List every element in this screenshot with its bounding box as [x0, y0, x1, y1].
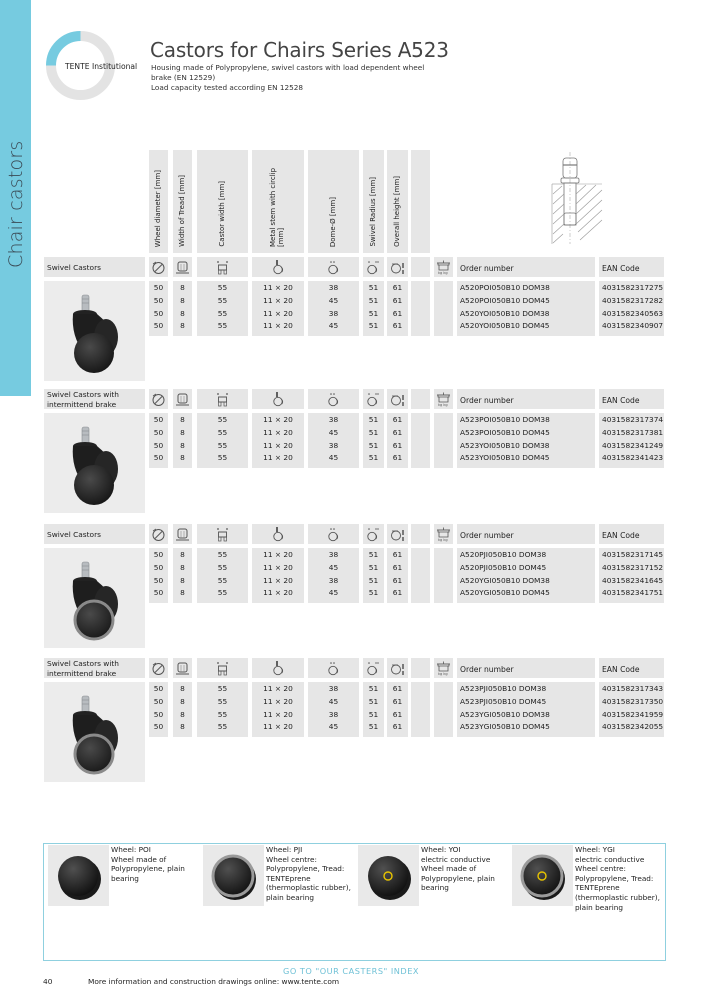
dome-value: 45	[328, 321, 339, 331]
column-header-label: Castor width [mm]	[218, 181, 226, 247]
tread-width-icon	[173, 524, 192, 544]
tread-width-value: 8	[180, 415, 185, 424]
swivel-radius-value: 51	[368, 550, 379, 559]
page-description	[151, 63, 441, 92]
dome-value: 38	[328, 684, 339, 693]
tread-width-value: 8	[180, 722, 185, 732]
castor-product-image	[44, 548, 145, 648]
metal-stem-value: 11 × 20	[263, 283, 293, 292]
dome-value: 45	[328, 295, 339, 305]
order-number-value[interactable]: A523POI050B10 DOM38	[460, 415, 550, 424]
column-header-blank	[411, 150, 430, 253]
tread-width-value: 8	[180, 308, 185, 318]
page-title: Castors for Chairs Series A523	[150, 38, 449, 62]
load-column	[434, 548, 453, 603]
wheel-diameter-value: 50	[153, 722, 164, 732]
tread-width-value: 8	[180, 295, 185, 305]
svg-text:kg kg: kg kg	[438, 537, 448, 542]
ean-code-value: 4031582317350	[602, 696, 664, 706]
load-capacity-icon	[434, 524, 453, 544]
castor-width-icon	[197, 389, 248, 409]
tread-width-icon	[173, 257, 192, 277]
swivel-radius-value: 51	[368, 696, 379, 706]
castor-width-value: 55	[217, 453, 228, 463]
wheel-diameter-icon	[149, 257, 168, 277]
ean-code-value: 4031582340907	[602, 321, 664, 331]
wheel-description	[111, 845, 196, 883]
order-number-value[interactable]: A523YGI050B10 DOM38	[460, 709, 550, 719]
castor-width-value: 55	[217, 722, 228, 732]
blank-column	[411, 281, 430, 336]
order-number-header-label: Order number	[460, 531, 514, 540]
metal-stem-value: 11 × 20	[263, 722, 293, 732]
metal-stem-value: 11 × 20	[263, 550, 293, 559]
column-header-label: Dome-Ø [mm]	[329, 196, 337, 247]
overall-height-value: 61	[392, 427, 403, 437]
metal-stem-value: 11 × 20	[263, 321, 293, 331]
dome-value: 38	[328, 550, 339, 559]
tread-width-icon	[173, 389, 192, 409]
wheel-diameter-value: 50	[153, 575, 164, 585]
tread-width-value: 8	[180, 440, 185, 450]
metal-stem-icon	[252, 658, 304, 678]
tread-width-value: 8	[180, 427, 185, 437]
overall-height-value: 61	[392, 415, 403, 424]
order-number-header-label: Order number	[460, 396, 514, 405]
tread-width-icon	[173, 658, 192, 678]
block-label	[47, 390, 125, 409]
column-header-metal-stem	[252, 150, 304, 253]
order-number-value[interactable]: A523POI050B10 DOM45	[460, 427, 550, 437]
wheel-diameter-value: 50	[153, 550, 164, 559]
block-label-text: Swivel Castors with intermittend brake	[47, 659, 119, 678]
blank-header-cell	[411, 389, 430, 409]
wheel-description-line: plain bearing	[266, 892, 314, 902]
castor-width-value: 55	[217, 321, 228, 331]
dome-value: 38	[328, 415, 339, 424]
wheel-image	[358, 845, 419, 906]
dome-value: 45	[328, 696, 339, 706]
castor-width-value: 55	[217, 295, 228, 305]
column-header-wheel-diameter	[149, 150, 168, 253]
ean-code-header-label: EAN Code	[602, 396, 640, 405]
swivel-radius-value: 51	[368, 415, 379, 424]
castor-product-image	[44, 413, 145, 513]
load-column	[434, 281, 453, 336]
dome-icon	[308, 524, 359, 544]
order-number-header-label: Order number	[460, 665, 514, 674]
castor-width-value: 55	[217, 709, 228, 719]
wheel-diameter-value: 50	[153, 709, 164, 719]
ean-code-value: 4031582317343	[602, 684, 664, 693]
castor-width-value: 55	[217, 684, 228, 693]
wheel-description-line: plain bearing	[575, 902, 623, 912]
order-number-value[interactable]: A523PJI050B10 DOM45	[460, 696, 547, 706]
swivel-radius-icon	[363, 257, 384, 277]
wheel-description-line: electric conductive	[421, 854, 491, 864]
ean-code-value: 4031582341423	[602, 453, 664, 463]
overall-height-value: 61	[392, 295, 403, 305]
metal-stem-value: 11 × 20	[263, 295, 293, 305]
block-label	[47, 659, 125, 678]
column-header-overall-height	[387, 150, 408, 253]
block-label	[47, 530, 101, 540]
stem-technical-drawing	[520, 150, 630, 245]
castor-width-value: 55	[217, 427, 228, 437]
column-header-tread-width	[173, 150, 192, 253]
overall-height-value: 61	[392, 684, 403, 693]
dome-value: 38	[328, 440, 339, 450]
swivel-radius-value: 51	[368, 321, 379, 331]
tread-width-value: 8	[180, 562, 185, 572]
wheel-description-line: Polypropylene, plain	[421, 873, 495, 883]
overall-height-value: 61	[392, 308, 403, 318]
block-label-text: Swivel Castors with intermittend brake	[47, 390, 119, 409]
ean-code-value: 4031582317381	[602, 427, 664, 437]
overall-height-icon	[387, 524, 408, 544]
page-number: 40	[43, 977, 53, 986]
tread-width-value: 8	[180, 453, 185, 463]
swivel-radius-value: 51	[368, 709, 379, 719]
overall-height-icon	[387, 658, 408, 678]
castor-width-icon	[197, 257, 248, 277]
metal-stem-value: 11 × 20	[263, 696, 293, 706]
overall-height-icon	[387, 389, 408, 409]
wheel-description	[266, 845, 351, 903]
ean-code-header-label: EAN Code	[602, 531, 640, 540]
casters-index-link[interactable]: GO TO "OUR CASTERS" INDEX	[283, 966, 420, 976]
overall-height-value: 61	[392, 722, 403, 732]
castor-width-value: 55	[217, 550, 228, 559]
order-number-value[interactable]: A520YGI050B10 DOM45	[460, 588, 550, 598]
swivel-radius-value: 51	[368, 440, 379, 450]
wheel-description-line: bearing	[111, 873, 139, 883]
swivel-radius-value: 51	[368, 283, 379, 292]
block-label-text: Swivel Castors	[47, 263, 101, 272]
overall-height-value: 61	[392, 440, 403, 450]
metal-stem-icon	[252, 524, 304, 544]
wheel-description-line: Wheel centre:	[575, 864, 626, 874]
svg-text:kg kg: kg kg	[438, 270, 448, 275]
tread-width-value: 8	[180, 709, 185, 719]
description-line: brake (EN 12529)	[151, 72, 216, 82]
wheel-title: Wheel: PJI	[266, 845, 303, 854]
wheel-title: Wheel: POI	[111, 845, 151, 854]
wheel-description-line: bearing	[421, 883, 449, 893]
overall-height-value: 61	[392, 575, 403, 585]
wheel-description	[575, 845, 660, 912]
ean-code-value: 4031582341751	[602, 588, 664, 598]
wheel-description-line: Wheel made of	[111, 854, 167, 864]
ean-code-header-label: EAN Code	[602, 665, 640, 674]
ean-code-value: 4031582317374	[602, 415, 664, 424]
load-capacity-icon	[434, 257, 453, 277]
metal-stem-icon	[252, 257, 304, 277]
svg-text:kg kg: kg kg	[438, 671, 448, 676]
castor-width-icon	[197, 524, 248, 544]
column-header-swivel-radius	[363, 150, 384, 253]
wheel-diameter-value: 50	[153, 588, 164, 598]
wheel-description-line: TENTEprene	[575, 883, 620, 893]
metal-stem-value: 11 × 20	[263, 415, 293, 424]
metal-stem-value: 11 × 20	[263, 308, 293, 318]
castor-width-value: 55	[217, 575, 228, 585]
swivel-radius-value: 51	[368, 575, 379, 585]
dome-icon	[308, 389, 359, 409]
description-line: Housing made of Polypropylene, swivel castors with load dependent wheel	[151, 63, 425, 72]
swivel-radius-icon	[363, 658, 384, 678]
overall-height-value: 61	[392, 696, 403, 706]
metal-stem-icon	[252, 389, 304, 409]
block-label	[47, 263, 101, 273]
wheel-description-line: (thermoplastic rubber),	[575, 892, 660, 902]
swivel-radius-value: 51	[368, 308, 379, 318]
metal-stem-value: 11 × 20	[263, 684, 293, 693]
wheel-diameter-value: 50	[153, 427, 164, 437]
blank-column	[411, 413, 430, 468]
column-header-castor-width	[197, 150, 248, 253]
overall-height-value: 61	[392, 283, 403, 292]
ean-code-value: 4031582317152	[602, 562, 664, 572]
castor-width-value: 55	[217, 588, 228, 598]
metal-stem-value: 11 × 20	[263, 709, 293, 719]
wheel-description	[421, 845, 506, 893]
metal-stem-value: 11 × 20	[263, 562, 293, 572]
tread-width-value: 8	[180, 588, 185, 598]
metal-stem-value: 11 × 20	[263, 427, 293, 437]
castor-width-value: 55	[217, 696, 228, 706]
wheel-title: Wheel: YGI	[575, 845, 615, 854]
wheel-diameter-icon	[149, 389, 168, 409]
wheel-description-line: electric conductive	[575, 854, 645, 864]
dome-value: 45	[328, 562, 339, 572]
metal-stem-value: 11 × 20	[263, 588, 293, 598]
wheel-diameter-value: 50	[153, 295, 164, 305]
tread-width-value: 8	[180, 321, 185, 331]
dome-value: 38	[328, 283, 339, 292]
castor-product-image	[44, 682, 145, 782]
load-capacity-icon	[434, 658, 453, 678]
ean-code-value: 4031582340563	[602, 308, 664, 318]
blank-column	[411, 682, 430, 737]
order-number-value[interactable]: A523YOI050B10 DOM45	[460, 453, 550, 463]
castor-width-icon	[197, 658, 248, 678]
ean-code-value: 4031582317282	[602, 295, 664, 305]
order-number-value[interactable]: A520PJI050B10 DOM38	[460, 550, 547, 559]
column-header-dome	[308, 150, 359, 253]
swivel-radius-value: 51	[368, 453, 379, 463]
overall-height-icon	[387, 257, 408, 277]
wheel-description-line: Polypropylene, Tread:	[266, 864, 345, 874]
order-number-value[interactable]: A520YOI050B10 DOM45	[460, 321, 550, 331]
dome-icon	[308, 658, 359, 678]
column-header-label: Wheel diameter [mm]	[154, 169, 162, 247]
castor-width-value: 55	[217, 283, 228, 292]
castor-width-value: 55	[217, 440, 228, 450]
tread-width-value: 8	[180, 684, 185, 693]
ean-code-header-label: EAN Code	[602, 264, 640, 273]
swivel-radius-value: 51	[368, 427, 379, 437]
wheel-description-line: Polypropylene, Tread:	[575, 873, 654, 883]
ean-code-value: 4031582341645	[602, 575, 664, 585]
wheel-diameter-value: 50	[153, 453, 164, 463]
ean-code-value: 4031582341249	[602, 440, 664, 450]
wheel-description-line: (thermoplastic rubber),	[266, 883, 351, 893]
swivel-radius-value: 51	[368, 722, 379, 732]
wheel-diameter-value: 50	[153, 321, 164, 331]
metal-stem-value: 11 × 20	[263, 453, 293, 463]
castor-width-value: 55	[217, 415, 228, 424]
castor-product-image	[44, 281, 145, 381]
wheel-diameter-value: 50	[153, 684, 164, 693]
column-header-label: Swivel Radius [mm]	[369, 177, 377, 247]
wheel-diameter-value: 50	[153, 696, 164, 706]
ean-code-value: 4031582342055	[602, 722, 664, 732]
dome-value: 45	[328, 588, 339, 598]
tread-width-value: 8	[180, 696, 185, 706]
dome-value: 38	[328, 709, 339, 719]
swivel-radius-icon	[363, 524, 384, 544]
dome-value: 38	[328, 308, 339, 318]
wheel-diameter-icon	[149, 658, 168, 678]
footer-info: More information and construction drawings online: www.tente.com	[88, 977, 340, 986]
swivel-radius-value: 51	[368, 562, 379, 572]
dome-value: 45	[328, 722, 339, 732]
ean-code-value: 4031582317145	[602, 550, 664, 559]
metal-stem-value: 11 × 20	[263, 440, 293, 450]
order-number-value[interactable]: A520POI050B10 DOM45	[460, 295, 550, 305]
wheel-diameter-value: 50	[153, 415, 164, 424]
order-number-value[interactable]: A520PJI050B10 DOM45	[460, 562, 547, 572]
wheel-diameter-value: 50	[153, 562, 164, 572]
order-number-value[interactable]: A523YOI050B10 DOM38	[460, 440, 550, 450]
svg-text:kg kg: kg kg	[438, 402, 448, 407]
wheel-diameter-value: 50	[153, 440, 164, 450]
tread-width-value: 8	[180, 550, 185, 559]
column-header-label: Width of Tread [mm]	[178, 175, 186, 247]
order-number-value[interactable]: A520POI050B10 DOM38	[460, 283, 550, 292]
load-column	[434, 413, 453, 468]
wheel-description-line: Wheel centre:	[266, 854, 317, 864]
blank-header-cell	[411, 257, 430, 277]
wheel-image	[512, 845, 573, 906]
wheel-diameter-value: 50	[153, 308, 164, 318]
swivel-radius-value: 51	[368, 684, 379, 693]
wheel-image	[48, 845, 109, 906]
wheel-title: Wheel: YOI	[421, 845, 461, 854]
description-line: Load capacity tested according EN 12528	[151, 82, 304, 92]
swivel-radius-icon	[363, 389, 384, 409]
swivel-radius-value: 51	[368, 295, 379, 305]
dome-value: 45	[328, 427, 339, 437]
column-header-label: Overall height [mm]	[393, 176, 401, 247]
wheel-image	[203, 845, 264, 906]
castor-width-value: 55	[217, 308, 228, 318]
load-capacity-icon	[434, 389, 453, 409]
dome-value: 45	[328, 453, 339, 463]
order-number-value[interactable]: A523YGI050B10 DOM45	[460, 722, 550, 732]
load-column	[434, 682, 453, 737]
overall-height-value: 61	[392, 562, 403, 572]
dome-icon	[308, 257, 359, 277]
blank-column	[411, 548, 430, 603]
overall-height-value: 61	[392, 588, 403, 598]
swivel-radius-value: 51	[368, 588, 379, 598]
column-header-label: Metal stem with circlip [mm]	[269, 167, 285, 247]
dome-value: 38	[328, 575, 339, 585]
order-number-value[interactable]: A520YGI050B10 DOM38	[460, 575, 550, 585]
block-label-text: Swivel Castors	[47, 530, 101, 539]
blank-header-cell	[411, 658, 430, 678]
order-number-value[interactable]: A520YOI050B10 DOM38	[460, 308, 550, 318]
wheel-diameter-value: 50	[153, 283, 164, 292]
wheel-diameter-icon	[149, 524, 168, 544]
blank-header-cell	[411, 524, 430, 544]
wheel-description-line: TENTEprene	[266, 873, 311, 883]
overall-height-value: 61	[392, 321, 403, 331]
overall-height-value: 61	[392, 709, 403, 719]
ean-code-value: 4031582317275	[602, 283, 664, 292]
overall-height-value: 61	[392, 550, 403, 559]
sidebar-label: Chair castors	[5, 140, 27, 268]
order-number-header-label: Order number	[460, 264, 514, 273]
castor-width-value: 55	[217, 562, 228, 572]
overall-height-value: 61	[392, 453, 403, 463]
ean-code-value: 4031582341959	[602, 709, 664, 719]
logo-text: TENTE Institutional	[65, 62, 138, 71]
tread-width-value: 8	[180, 283, 185, 292]
wheel-description-line: Polypropylene, plain	[111, 864, 185, 874]
order-number-value[interactable]: A523PJI050B10 DOM38	[460, 684, 547, 693]
metal-stem-value: 11 × 20	[263, 575, 293, 585]
wheel-description-line: Wheel made of	[421, 864, 477, 874]
tread-width-value: 8	[180, 575, 185, 585]
